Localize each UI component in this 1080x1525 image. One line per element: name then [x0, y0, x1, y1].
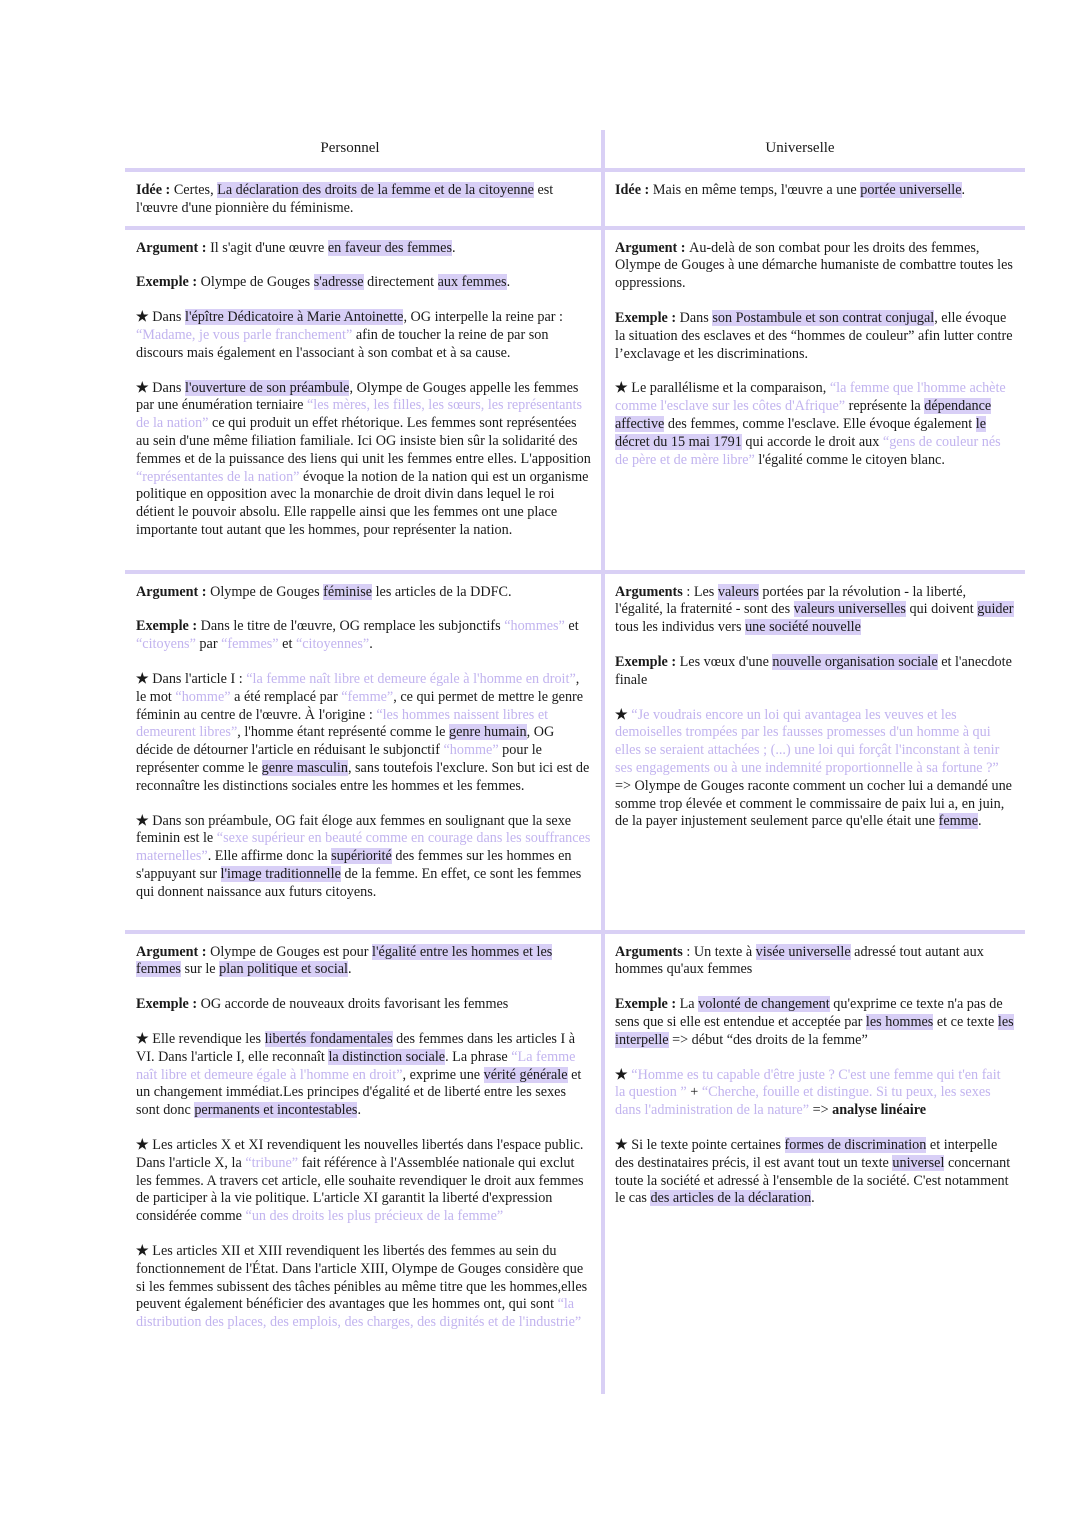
highlight: universel: [892, 1154, 945, 1171]
text: .: [357, 1102, 361, 1119]
paragraph: [136, 618, 592, 654]
label: Argument :: [136, 583, 211, 600]
text: , sans toutefois l'exclure. Son but ici est de reconnaître les distinctions sociales entre les hommes et les femmes.: [136, 759, 590, 794]
text: Les articles X et XI revendiquent les nouvelles libertés dans l'espace public. Dans l'article X, la: [136, 1136, 584, 1171]
paragraph: [615, 584, 1014, 637]
text: et: [568, 618, 579, 635]
text: concernant toute la société et adressé à l'ensemble de la société. C'est notamment le cas: [615, 1154, 1011, 1207]
quotation: “Madame, je vous parle franchement”: [136, 326, 356, 343]
paragraph: [136, 240, 592, 258]
paragraph: [136, 380, 592, 540]
text: .: [369, 636, 373, 653]
text: par: [199, 636, 222, 653]
text: OG accorde de nouveaux droits favorisant les femmes: [200, 996, 509, 1013]
text: Dans: [152, 309, 185, 326]
highlight: la distinction sociale: [328, 1048, 446, 1065]
highlight: l'épître Dédicatoire à Marie Antoinette: [185, 309, 404, 326]
text: => Olympe de Gouges raconte comment un cocher lui a demandé une somme trop élevée et comment le commissaire de paix lui a, en juin, de la payer injustement seulement parce qu'elle était une: [615, 777, 1012, 830]
text: , Olympe de Gouges appelle les femmes par une énumération terniaire: [136, 379, 579, 414]
text: sur le: [180, 961, 220, 978]
quotation: “citoyens”: [136, 636, 200, 653]
star-icon: ★: [615, 1136, 632, 1153]
quotation: “Je voudrais encore un loi qui avantagea les veuves et les demoiselles trompées par les fausses promesses d'un homme à qui elles se seraient attachées ; (...) une loi qui forçât l'inconstant à tenir ses engagements ou à une indemnité proportionnelle à sa fortune ?”: [615, 706, 1000, 776]
highlight: volonté de changement: [698, 996, 830, 1013]
text: . La phrase: [445, 1048, 512, 1065]
paragraph: [615, 944, 1014, 980]
text: , elle évoque la situation des esclaves et des “hommes de couleur” afin lutter contre l’exclavage et les discriminations.: [615, 309, 1013, 362]
highlight: valeurs: [717, 583, 759, 600]
text: Si le texte pointe certaines: [631, 1136, 785, 1153]
highlight: des articles de la déclaration: [650, 1190, 812, 1207]
paragraph: [136, 996, 592, 1014]
quotation: “La femme naît libre et demeure égale à l'homme en droit”: [136, 1048, 576, 1083]
text: l'égalité comme le citoyen blanc.: [758, 451, 945, 468]
text: .: [978, 813, 982, 830]
highlight: plan politique et social: [219, 961, 348, 978]
text: Certes,: [173, 182, 218, 198]
paragraph: [136, 182, 592, 218]
paragraph: [136, 1243, 592, 1332]
highlight: genre humain: [449, 724, 527, 741]
highlight: portée universelle: [860, 182, 962, 198]
table-row: [125, 172, 1025, 226]
star-icon: ★: [136, 309, 153, 326]
paragraph: [136, 584, 592, 602]
text: Dans: [679, 309, 713, 326]
label: analyse linéaire: [832, 1102, 927, 1119]
quotation: “les hommes naissent libres et demeurent libres”: [136, 706, 549, 741]
quotation: “la distribution des places, des emplois, des charges, des dignités et de l'industrie”: [136, 1296, 582, 1331]
text: directement: [363, 274, 438, 291]
text: des femmes dans les articles I à VI. Dans l'article I, elle reconnaît: [136, 1030, 576, 1065]
quotation: “représentantes de la nation”: [136, 468, 304, 485]
paragraph: [136, 944, 592, 980]
highlight: visée universelle: [755, 943, 851, 960]
paragraph: [615, 707, 1014, 832]
comparison-table: [125, 130, 1025, 1394]
text: Les articles XII et XIII revendiquent les libertés des femmes au sein du fonctionnement de l'État. Dans l'article XIII, Olympe de Gouges considère que si les femmes subissent des tâches pénibles au même titre que les hommes,elles peuvent également bénéficier des avantages que les hommes ont, qui sont: [136, 1242, 588, 1313]
text: évoque la notion de la nation qui est un organisme politique en opposition avec la monarchie de droit divin dans lequel le roi détient le pouvoir absolu. Elle rappelle ainsi que les femmes ont une place importante tout autant que les hommes, pour représenter la nation.: [136, 468, 589, 538]
text: .: [348, 961, 352, 978]
quotation: “homme”: [443, 742, 503, 759]
text: Dans: [152, 379, 185, 396]
text: , OG décide de détourner l'article en réduisant le subjonctif: [136, 724, 555, 759]
label: Exemple :: [136, 618, 201, 635]
text: . Elle affirme donc la: [207, 848, 332, 865]
text: Le parallélisme et la comparaison,: [631, 380, 830, 397]
quotation: “femme”: [341, 688, 394, 705]
highlight: en faveur des femmes: [327, 239, 452, 256]
quotation: “homme”: [175, 688, 235, 705]
cell-personnel: [125, 230, 603, 570]
highlight: nouvelle organisation sociale: [772, 653, 938, 670]
quotation: “sexe supérieur en beauté comme en courage dans les souffrances maternelles”: [136, 830, 591, 865]
text: +: [690, 1084, 702, 1101]
star-icon: ★: [615, 706, 632, 723]
star-icon: ★: [136, 1030, 153, 1047]
highlight: libertés fondamentales: [264, 1030, 393, 1047]
table-row: [125, 934, 1025, 1394]
cell-universelle: [603, 172, 1025, 226]
text: La: [679, 996, 699, 1013]
label: Argument :: [615, 239, 690, 256]
highlight: formes de discrimination: [784, 1136, 927, 1153]
highlight: aux femmes: [437, 274, 507, 291]
cell-personnel: [125, 574, 603, 930]
text: et interpelle des destinataires précis, il est avant tout un texte: [615, 1136, 998, 1171]
label: Arguments: [615, 583, 683, 600]
highlight: guider: [977, 601, 1014, 618]
header-personnel: Personnel: [320, 140, 380, 156]
paragraph: [615, 654, 1014, 690]
text: : Les: [682, 583, 718, 600]
highlight: une société nouvelle: [745, 619, 861, 636]
text: Les vœux d'une: [679, 653, 773, 670]
highlight: supériorité: [331, 848, 392, 865]
label: Exemple :: [615, 653, 680, 670]
label: Exemple :: [136, 996, 201, 1013]
text: , ce qui permet de mettre le genre féminin au centre de l'œuvre. À l'origine :: [136, 688, 584, 723]
label: Argument :: [136, 239, 211, 256]
highlight: le décret du 15 mai 1791: [615, 415, 987, 450]
text: =>: [812, 1102, 833, 1119]
star-icon: ★: [136, 379, 153, 396]
paragraph: [615, 1137, 1014, 1208]
highlight: l'ouverture de son préambule: [185, 379, 350, 396]
highlight: les interpelle: [615, 1013, 1014, 1048]
text: : Un texte à: [682, 943, 756, 960]
highlight: l'égalité entre les hommes et les femmes: [136, 943, 553, 978]
text: fait référence à l'Assemblée nationale qui exclut les femmes. A travers cet article, elle souhaite revendiquer le droit aux femmes de participer à la vie politique. L'article XI garantit la liberté d'expression considérée comme: [136, 1154, 584, 1225]
text: des femmes, comme l'esclave. Elle évoque également: [664, 415, 976, 432]
star-icon: ★: [136, 1242, 153, 1259]
quotation: “Cherche, fouille et distingue. Si tu peux, les sexes dans l'administration de la nature”: [615, 1084, 991, 1119]
text: et l'anecdote finale: [615, 653, 1012, 688]
table-row: [125, 230, 1025, 570]
text: Dans l'article I :: [152, 670, 247, 687]
text: qu'exprime ce texte n'a pas de sens que si elle est entendue et acceptée par: [615, 996, 1003, 1030]
text: Dans le titre de l'œuvre, OG remplace les subjonctifs: [200, 618, 505, 635]
text: , l'homme étant représenté comme le: [237, 724, 449, 741]
text: Mais en même temps, l'œuvre a une: [652, 182, 861, 198]
paragraph: [136, 274, 592, 292]
highlight: La déclaration des droits de la femme et de la citoyenne: [217, 182, 534, 198]
paragraph: [615, 380, 1014, 469]
text: les articles de la DDFC.: [372, 583, 512, 600]
cell-universelle: [603, 934, 1025, 1394]
paragraph: [136, 1031, 592, 1120]
label: Exemple :: [136, 274, 201, 291]
header-universelle: Universelle: [765, 140, 835, 156]
star-icon: ★: [136, 1136, 153, 1153]
label: Idée :: [615, 182, 653, 198]
quotation: “les mères, les filles, les sœurs, les représentants de la nation”: [136, 397, 582, 432]
text: .: [811, 1190, 815, 1207]
paragraph: [615, 1067, 1014, 1120]
cell-personnel: [125, 172, 603, 226]
paragraph: [136, 309, 592, 362]
text: des femmes sur les hommes en s'appuyant sur: [136, 848, 572, 882]
text: représente la: [848, 398, 925, 415]
highlight: dépendance affective: [615, 398, 992, 432]
text: Dans son préambule, OG fait éloge aux femmes en soulignant que la sexe feminin est le: [136, 812, 572, 847]
text: a été remplacé par: [234, 688, 342, 705]
text: et ce texte: [933, 1013, 998, 1030]
highlight: femme: [938, 813, 979, 830]
text: est l'œuvre d'une pionnière du féminisme.: [136, 182, 554, 216]
label: Exemple :: [615, 309, 680, 326]
cell-universelle: [603, 574, 1025, 930]
quotation: “la femme naît libre et demeure égale à l'homme en droit”: [246, 670, 576, 687]
text: portées par la révolution - la liberté, l'égalité, la fraternité - sont des: [615, 583, 967, 618]
text: .: [506, 274, 511, 291]
text: de la femme. En effet, ce sont les femmes qui donnent naissance aux futurs citoyens.: [136, 865, 582, 900]
cell-personnel: [125, 934, 603, 1394]
star-icon: ★: [615, 380, 632, 397]
star-icon: ★: [136, 670, 153, 687]
quotation: “un des droits les plus précieux de la femme”: [245, 1208, 504, 1225]
text: Olympe de Gouges: [210, 583, 324, 600]
quotation: “citoyennes”: [295, 636, 370, 653]
highlight: genre masculin: [261, 759, 348, 776]
quotation: “Homme es tu capable d'être juste ? C'est une femme qui t'en fait la question ”: [615, 1066, 1001, 1101]
table-header: [125, 130, 1025, 168]
quotation: “gens de couleur nés de père et de mère libre”: [615, 433, 1001, 468]
highlight: l'image traditionnelle: [220, 865, 341, 882]
quotation: “la femme que l'homme achète comme l'esclave sur les côtes d'Afrique”: [615, 380, 1006, 415]
highlight: son Postambule et son contrat conjugal: [712, 309, 935, 326]
text: Olympe de Gouges est pour: [210, 943, 373, 960]
quotation: “hommes”: [504, 618, 569, 635]
cell-universelle: [603, 230, 1025, 570]
table-row: [125, 574, 1025, 930]
paragraph: [615, 310, 1014, 363]
paragraph: [136, 671, 592, 796]
text: et un changement immédiat.Les principes d'égalité et de liberté entre les sexes sont donc: [136, 1066, 582, 1119]
text: ce qui produit un effet rhétorique. Les femmes sont représentées au sein d'une même filiation familiale. Ici OG insiste bien sûr la solidarité des femmes et de la puissance des liens qui unit les femmes entre elles. L'apposition: [136, 415, 591, 467]
star-icon: ★: [615, 1066, 632, 1083]
text: Il s'agit d'une œuvre: [210, 239, 328, 256]
label: Idée :: [136, 182, 174, 198]
paragraph: [615, 240, 1014, 293]
text: afin de toucher la reine de par son discours mais également en l'associant à son combat et à sa cause.: [136, 326, 549, 361]
paragraph: [615, 182, 1014, 200]
highlight: vérité générale: [483, 1066, 568, 1083]
highlight: les hommes: [865, 1013, 934, 1030]
highlight: s'adresse: [313, 274, 364, 291]
text: et: [282, 636, 296, 653]
text: qui accorde le droit aux: [741, 433, 883, 450]
text: , exprime une: [402, 1066, 484, 1083]
label: Exemple :: [615, 996, 680, 1013]
text: Au-delà de son combat pour les droits des femmes, Olympe de Gouges à une démarche humaniste de combattre toutes les oppressions.: [615, 239, 1013, 292]
text: Olympe de Gouges: [200, 274, 314, 291]
text: pour le représenter comme le: [136, 742, 542, 776]
text: .: [961, 182, 966, 198]
highlight: féminise: [323, 583, 373, 600]
label: Argument :: [136, 943, 211, 960]
paragraph: [615, 996, 1014, 1049]
paragraph: [136, 1137, 592, 1226]
star-icon: ★: [136, 812, 153, 829]
quotation: “tribune”: [245, 1154, 302, 1171]
text: , le mot: [136, 670, 580, 705]
highlight: permanents et incontestables: [194, 1102, 358, 1119]
text: adressé tout autant aux hommes qu'aux femmes: [615, 943, 984, 978]
text: .: [451, 239, 456, 256]
text: qui doivent: [905, 601, 978, 618]
text: Elle revendique les: [152, 1030, 265, 1047]
label: Arguments: [615, 943, 683, 960]
paragraph: [136, 813, 592, 902]
text: tous les individus vers: [615, 619, 746, 636]
text: => début “des droits de la femme”: [668, 1031, 868, 1048]
highlight: valeurs universelles: [793, 601, 906, 618]
text: , OG interpelle la reine par :: [403, 309, 563, 326]
quotation: “femmes”: [221, 636, 283, 653]
